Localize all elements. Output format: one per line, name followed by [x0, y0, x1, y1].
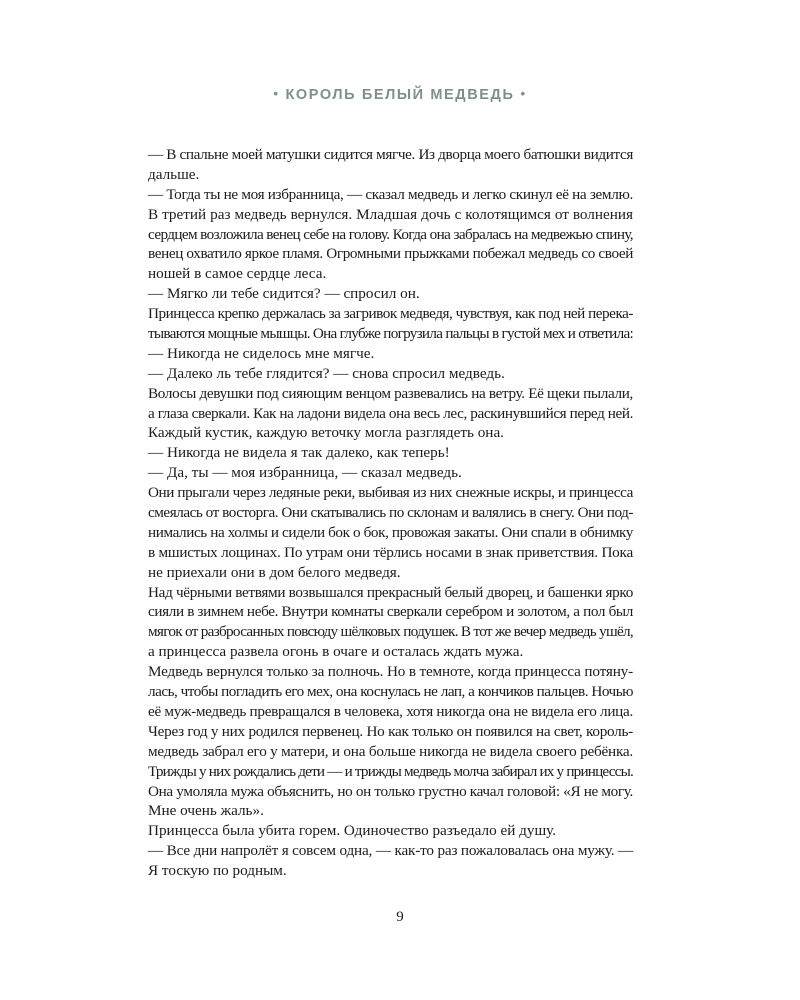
text-line: Каждый кустик, каждую веточку могла разглядеть она. [148, 424, 504, 442]
text-line: Над чёрными ветвями возвышался прекрасный белый дворец, и башенки ярко [148, 583, 633, 601]
header-bullet-left: • [273, 86, 280, 101]
text-line: мягок от разбросанных повсюду шёлковых подушек. В тот же вечер медведь ушёл, [148, 623, 633, 641]
text-line: дальше. [148, 165, 200, 183]
text-line: Мне очень жаль». [148, 802, 264, 820]
text-line: смеялась от восторга. Они скатывались по склонам и валялись в снегу. Они под- [148, 504, 633, 522]
text-line: — Мягко ли тебе сидится? — спросил он. [148, 285, 420, 303]
text-line: — Никогда не видела я так далеко, как теперь! [148, 444, 450, 462]
text-line: Принцесса крепко держалась за загривок медведя, чувствуя, как под ней перека- [148, 305, 633, 323]
running-header [0, 86, 800, 103]
text-line: Принцесса была убита горем. Одиночество разъедало ей душу. [148, 822, 557, 840]
body-text [148, 145, 633, 881]
text-line: Трижды у них рождались дети — и трижды медведь молча забирал их у принцессы. [148, 762, 633, 780]
chapter-title: КОРОЛЬ БЕЛЫЙ МЕДВЕДЬ [285, 87, 515, 103]
text-line: — Все дни напролёт я совсем одна, — как-то раз пожаловалась она мужу. — [148, 842, 634, 860]
text-line: Медведь вернулся только за полночь. Но в темноте, когда принцесса потяну- [148, 663, 633, 681]
text-line: её муж-медведь превращался в человека, хотя никогда она не видела его лица. [148, 702, 633, 720]
text-line: Волосы девушки под сияющим венцом развевались на ветру. Её щеки пылали, [148, 384, 633, 402]
text-line: — Далеко ль тебе глядится? — снова спросил медведь. [148, 364, 505, 382]
text-line: нимались на холмы и сидели бок о бок, провожая закаты. Они спали в обнимку [148, 523, 633, 541]
text-line: — Да, ты — моя избранница, — сказал медведь. [148, 464, 462, 482]
text-line: сердцем возложила венец себе на голову. Когда она забралась на медвежью спину, [148, 225, 633, 243]
text-line: венец охватило яркое пламя. Огромными прыжками побежал медведь со своей [148, 245, 633, 263]
text-line: медведь забрал его у матери, и она больше никогда не видела своего ребёнка. [148, 742, 633, 760]
text-line: а принцесса развела огонь в очаге и осталась ждать мужа. [148, 643, 524, 661]
text-line: сияли в зимнем небе. Внутри комнаты сверкали серебром и золотом, а пол был [148, 603, 633, 621]
text-line: Я тоскую по родным. [148, 862, 287, 880]
text-line: Через год у них родился первенец. Но как только он появился на свет, король- [148, 722, 633, 740]
text-line: не приехали они в дом белого медведя. [148, 563, 401, 581]
text-line: а глаза сверкали. Как на ладони видела она весь лес, раскинувшийся перед ней. [148, 404, 633, 422]
text-line: тываются мощные мышцы. Она глубже погрузила пальцы в густой мех и ответила: [148, 325, 633, 343]
text-line: лась, чтобы погладить его мех, она коснулась не лап, а кончиков пальцев. Ночью [148, 683, 633, 701]
text-line: В третий раз медведь вернулся. Младшая дочь с колотящимся от волнения [148, 205, 633, 223]
text-line: — Никогда не сиделось мне мягче. [148, 344, 375, 362]
text-line: в мшистых лощинах. По утрам они тёрлись носами в знак приветствия. Пока [148, 543, 633, 561]
text-line: — В спальне моей матушки сидится мягче. Из дворца моего батюшки видится [148, 146, 633, 163]
text-line: ношей в самое сердце леса. [148, 265, 327, 283]
text-line: Они прыгали через ледяные реки, выбивая из них снежные искры, и принцесса [148, 484, 633, 502]
header-bullet-right: • [520, 86, 527, 101]
page-number: 9 [396, 909, 404, 925]
text-line: Она умоляла мужа объяснить, но он только грустно качал головой: «Я не могу. [148, 782, 633, 800]
text-line: — Тогда ты не моя избранница, — сказал медведь и легко скинул её на землю. [148, 185, 633, 203]
